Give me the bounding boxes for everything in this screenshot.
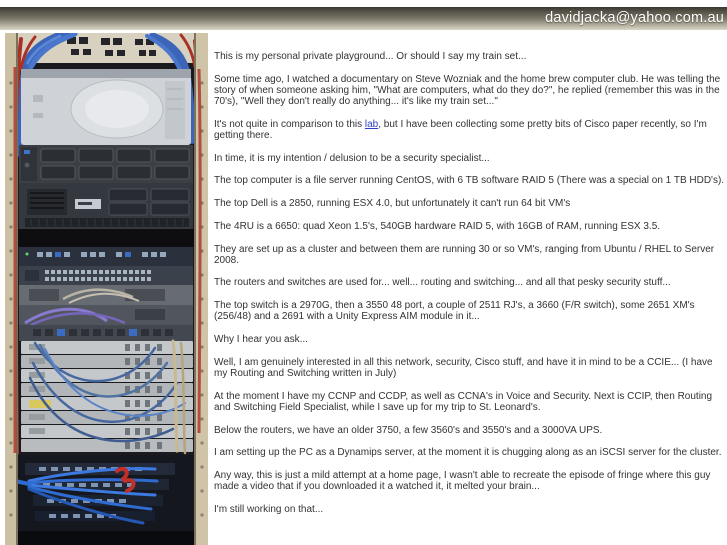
switch-2970g [19, 247, 193, 266]
paragraph-dynamips: I am setting up the PC as a Dynamips server, at the moment it is chugging along as an iSCSI server for the cluster. [214, 447, 722, 459]
paragraph-with-link [214, 119, 726, 141]
dell-2850-server [19, 145, 193, 183]
paragraph-cluster: They are set up as a cluster and between them are running 30 or so VM's, ranging from Ubuntu / RHEL to Server 2008. [214, 243, 715, 266]
link-paragraph-after: , but I have been collecting some pretty bits of Cisco paper recently, so I'm getting there. [214, 118, 707, 142]
server-rack-photo [5, 33, 208, 545]
paragraph-fringe: Any way, this is just a mild attempt at a home page, I wasn't able to recreate the episode of fringe where this guy made a video that if you downloaded it a watched it, it melted your brain... [214, 469, 711, 493]
router-3660 [19, 285, 193, 305]
dell-6650-server [19, 183, 193, 229]
patch-strip [19, 325, 193, 341]
tower-file-server [21, 69, 191, 145]
paragraph-certs: At the moment I have my CCNP and CCDP, as well as CCNA's in Voice and Security. Next is CCIP, then Routing and Switching Field Specialist, while I save up for my trip to St. Leonard's. [214, 390, 713, 413]
link-paragraph-before: It's not quite in comparison to this [214, 118, 365, 130]
paragraph-ccie: Well, I am genuinely interested in all this network, security, Cisco stuff, and have it in mind to be a CCIE... (I have my Routing and Switching written in July) [214, 356, 713, 379]
paragraph-routers-switches: The routers and switches are used for... well... routing and switching... and all that pesky security stuff... [214, 277, 671, 289]
router-stack [21, 341, 193, 453]
paragraph-below-routers: Below the routers, we have an older 3750, a few 3560's and 3550's and a 3000VA UPS. [214, 424, 603, 436]
header-bar [0, 7, 727, 30]
paragraph-still-working: I'm still working on that... [214, 503, 324, 515]
paragraph-wozniak: Some time ago, I watched a documentary on Steve Wozniak and the home brew computer club. He was telling the story of when someone asking him, "What are computers, what do they do?", he replied (remember this was in the 70's), "Well they don't really do anything... it's like my train set..." [214, 73, 721, 108]
paragraph-dell-2850: The top Dell is a 2850, running ESX 4.0, but unfortunately it can't run 64 bit VM's [214, 198, 571, 210]
paragraph-intro: This is my personal private playground... Or should I say my train set... [214, 51, 527, 62]
server-rack-photo-image [5, 33, 208, 545]
lab-link[interactable]: lab [364, 118, 379, 130]
paragraph-file-server: The top computer is a file server running CentOS, with 6 TB software RAID 5 (There was a special on 1 TB HDD's). [214, 175, 725, 187]
content-column [214, 51, 726, 527]
paragraph-4ru-6650: The 4RU is a 6650: quad Xeon 1.5's, 540GB hardware RAID 5, with 16GB of RAM, running ESX 3.5. [214, 220, 661, 232]
paragraph-intention: In time, it is my intention / delusion to be a security specialist... [214, 152, 490, 164]
paragraph-top-switch: The top switch is a 2970G, then a 3550 48 port, a couple of 2511 RJ's, a 3660 (F/R switch), some 2651 XM's (256/48) and a 2691 with a Unity Express AIM module in it... [214, 300, 695, 323]
switch-3550 [19, 266, 193, 285]
bottom-switches [15, 455, 195, 545]
email-address: davidjacka@yahoo.com.au [545, 10, 724, 26]
router-2691 [19, 305, 193, 325]
paragraph-why: Why I hear you ask... [214, 334, 308, 346]
